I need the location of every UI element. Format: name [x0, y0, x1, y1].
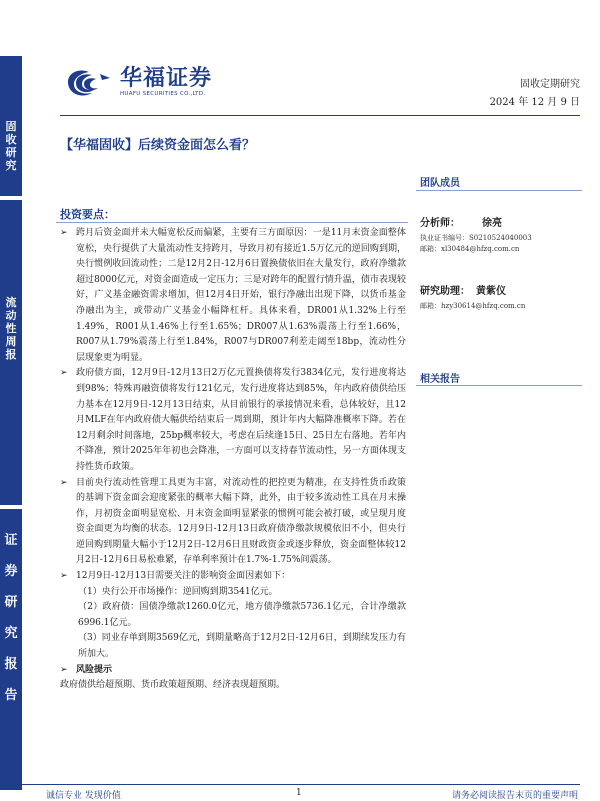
factor-item: （3）同业存单到期3569亿元，到期量略高于12月2日-12月6日，到期续发压力有所加大。	[78, 633, 406, 660]
sidebar-mid-char: 性	[5, 322, 17, 335]
related-reports-label: 相关报告	[420, 374, 460, 385]
analyst-card	[420, 214, 532, 255]
summary-paragraph: ➢ 目前央行流动性管理工具更为丰富，对流动性的把控更为精准，在支持性货币政策的基调下资金面会迎度紧张的概率大幅下降，此外，由于较多流动性工具在月末操作，月初资金面明显宽松、月末资金面明显紧张的惯例可能会被打破，或呈现月度资金面更为均衡的状态。12月9日-12月13日政府债净缴款规模依旧不小，但央行逆回购到期量大幅小于12月2日-12月6日且财政资金或逐步释放，资金面整体较12月2日-12月6日易松难紧，存单利率预计在1.7%-1.75%间震荡。	[60, 477, 406, 566]
summary-paragraph: ➢ 12月9日-12月13日需要关注的影响资金面因素如下：	[60, 569, 406, 585]
sidebar-bottom-char: 告	[4, 688, 18, 703]
bullet-arrow-icon: ➢	[60, 664, 68, 675]
header-divider	[60, 115, 580, 116]
footer-divider	[22, 784, 580, 785]
sidebar-top-char: 研	[5, 146, 17, 159]
sidebar-top-char: 固	[5, 120, 17, 133]
footer-disclaimer: 请务必阅读报告末页的重要声明	[451, 791, 578, 801]
analyst-role: 分析师：	[420, 218, 460, 229]
summary-divider	[56, 222, 408, 223]
report-title: 【华福固收】后续资金面怎么看？	[60, 138, 256, 153]
team-label: 团队成员	[420, 178, 460, 189]
bullet-arrow-icon: ➢	[60, 571, 68, 582]
sidebar-bottom-char: 究	[4, 626, 18, 641]
sidebar-bottom-char: 券	[4, 564, 18, 579]
sidebar-securities-report	[0, 509, 22, 790]
sidebar-top-char: 收	[5, 133, 17, 146]
sidebar-bottom-char: 研	[4, 595, 18, 610]
logo-chinese-name: 华福证券	[120, 66, 213, 91]
bullet-arrow-icon: ➢	[60, 477, 68, 488]
analyst-name: 徐亮	[482, 218, 502, 229]
summary-paragraph: ➢ 跨月后资金面并未大幅宽松反而偏紧，主要有三方面原因：一是11月末资金面整体宽松，央行提供了大量流动性支持跨月，导致月初有接近1.5万亿元的逆回购到期，央行惯例收回流动性；二是12月2日-12月6日置换债依旧在大量发行，政府净缴款超过8000亿元，对资金面造成一定压力；三是对跨年的配置行情升温，债市表现较好，广义基金融资需求增加，但12月4日开始，银行净融出出现下降，以货币基金净融出为主，或带动广义基金小幅降杠杆。具体来看，DR001从1.32%上行至1.49%，R001从1.46%上行至1.65%；DR007从1.63%震荡上行至1.66%，R007从1.79%震荡上行至1.84%，R007与DR007利差走阔至18bp，流动性分层现象更为明显。	[60, 228, 406, 363]
report-date: 2024 年 12 月 9 日	[489, 97, 580, 108]
team-divider	[416, 190, 582, 191]
bullet-arrow-icon: ➢	[60, 368, 68, 379]
risk-heading: ➢ 风险提示	[60, 663, 406, 679]
report-category: 固收定期研究	[520, 79, 580, 90]
company-logo	[62, 64, 212, 100]
assistant-email[interactable]: 邮箱：hzy30614@hfzq.com.cn	[420, 302, 526, 310]
huafu-logo-icon	[62, 64, 116, 100]
analyst-cert: 执业证书编号：S0210524040003	[420, 234, 532, 242]
summary-paragraph: ➢ 政府债方面，12月9日-12月13日2万亿元置换债将发行3834亿元，发行进度将达到98%；特殊再融资债将发行121亿元，发行进度将达到85%，年内政府债供给压力基本在12月9日-12月13日结束，从目前银行的承接情况来看，总体较好，且12月MLF在年内政府债大幅供给结束后一周到期，預计年内大幅降准概率下降。若在12月剩余时间落地，25bp概率较大，考虑在后续逢15日、25日左右落地。若年内不降准，預计2025年年初也会降准，一方面可以支持春节流动性，另一方面体现支持性货币政策。	[60, 368, 406, 472]
sidebar-mid-char: 动	[5, 309, 17, 322]
sidebar-bottom-char: 证	[4, 533, 18, 548]
risk-text: 政府债供给超预期、货币政策超预期、经济表现超预期。	[60, 680, 286, 691]
page-number: 1	[296, 788, 302, 798]
factor-item: （2）政府债：国债净缴款1260.0亿元，地方债净缴款5736.1亿元，合计净缴款6996.1亿元。	[78, 602, 406, 628]
factor-item: （1）央行公开市场操作：逆回购到期3541亿元。	[78, 586, 278, 597]
summary-content	[60, 226, 406, 694]
sidebar-top-char: 究	[5, 159, 17, 172]
sidebar-category	[0, 56, 22, 196]
footer-slogan: 诚信专业 发现价值	[46, 791, 121, 801]
summary-title: 投资要点：	[60, 208, 115, 221]
related-divider	[416, 385, 582, 386]
assistant-card	[420, 282, 525, 312]
bullet-arrow-icon: ➢	[60, 228, 68, 238]
sidebar-mid-char: 周	[5, 335, 17, 348]
sidebar-report-type	[0, 200, 22, 505]
logo-english-name: HUAFU SECURITIES CO.,LTD.	[120, 91, 206, 97]
sidebar-bottom-char: 报	[4, 657, 18, 672]
analyst-email[interactable]: 邮箱：xl30484@hfzq.com.cn	[420, 245, 520, 253]
assistant-name: 黄紫仪	[476, 286, 506, 297]
assistant-role: 研究助理：	[420, 286, 470, 297]
sidebar-mid-char: 流	[5, 296, 17, 309]
sidebar-mid-char: 报	[5, 348, 17, 361]
header-meta	[490, 76, 580, 112]
